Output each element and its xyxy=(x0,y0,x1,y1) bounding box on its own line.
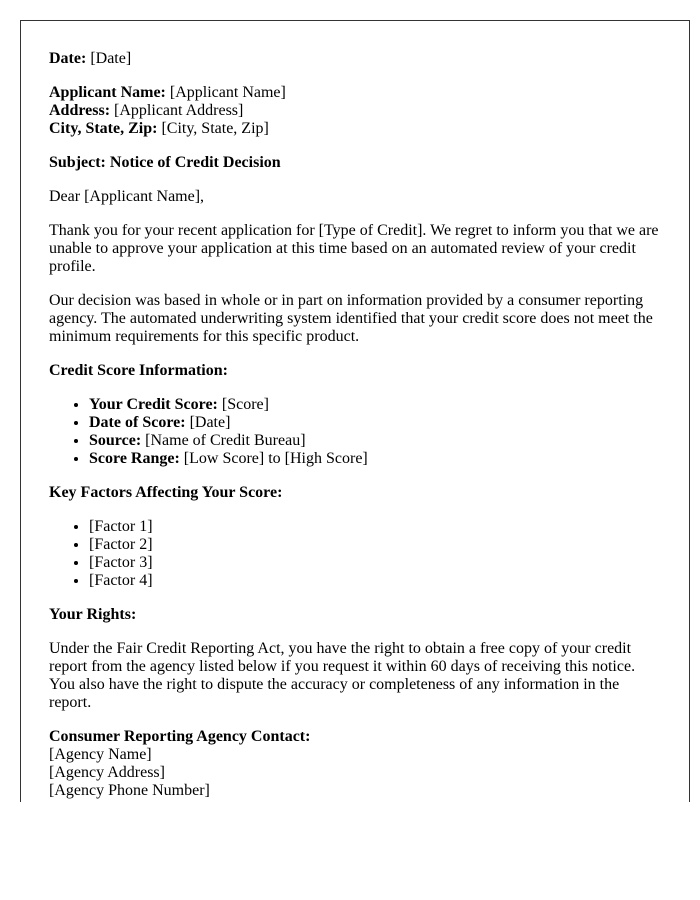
rights-heading: Your Rights: xyxy=(49,606,137,623)
list-item: • [Factor 3] xyxy=(89,554,660,572)
agency-contact: Consumer Reporting Agency Contact: [Agency Name] [Agency Address] [Agency Phone Number] xyxy=(49,728,311,799)
list-item: • [Factor 4] xyxy=(89,572,660,590)
credit-decision-letter xyxy=(20,20,690,802)
key-factors-heading: Key Factors Affecting Your Score: xyxy=(49,484,283,501)
list-item: • [Factor 1] xyxy=(89,518,660,536)
credit-score-list xyxy=(49,396,660,468)
list-item: • Score Range: [Low Score] to [High Score] xyxy=(89,450,660,468)
credit-score-heading: Credit Score Information: xyxy=(49,362,228,379)
date-line: Date: [Date] xyxy=(49,50,132,67)
list-item: • [Factor 2] xyxy=(89,536,660,554)
applicant-block: Applicant Name: [Applicant Name] Address: [Applicant Address] City, State, Zip: [City, State, Zip] xyxy=(49,84,286,137)
body-paragraph: Thank you for your recent application for [Type of Credit]. We regret to inform you that we are unable to approve your application at this time based on an automated review of your credit profile. xyxy=(49,222,659,275)
list-item: • Source: [Name of Credit Bureau] xyxy=(89,432,660,450)
salutation: Dear [Applicant Name], xyxy=(49,188,205,205)
list-item: • Your Credit Score: [Score] xyxy=(89,396,660,414)
body-paragraph: Our decision was based in whole or in part on information provided by a consumer reporting agency. The automated underwriting system identified that your credit score does not meet the minimum requirements for this specific product. xyxy=(49,292,653,345)
list-item: • Date of Score: [Date] xyxy=(89,414,660,432)
rights-paragraph: Under the Fair Credit Reporting Act, you have the right to obtain a free copy of your credit report from the agency listed below if you request it within 60 days of receiving this notice. You also have the right to dispute the accuracy or completeness of any information in the report. xyxy=(49,640,636,711)
subject-line: Subject: Notice of Credit Decision xyxy=(49,154,281,171)
key-factors-list xyxy=(49,518,660,590)
